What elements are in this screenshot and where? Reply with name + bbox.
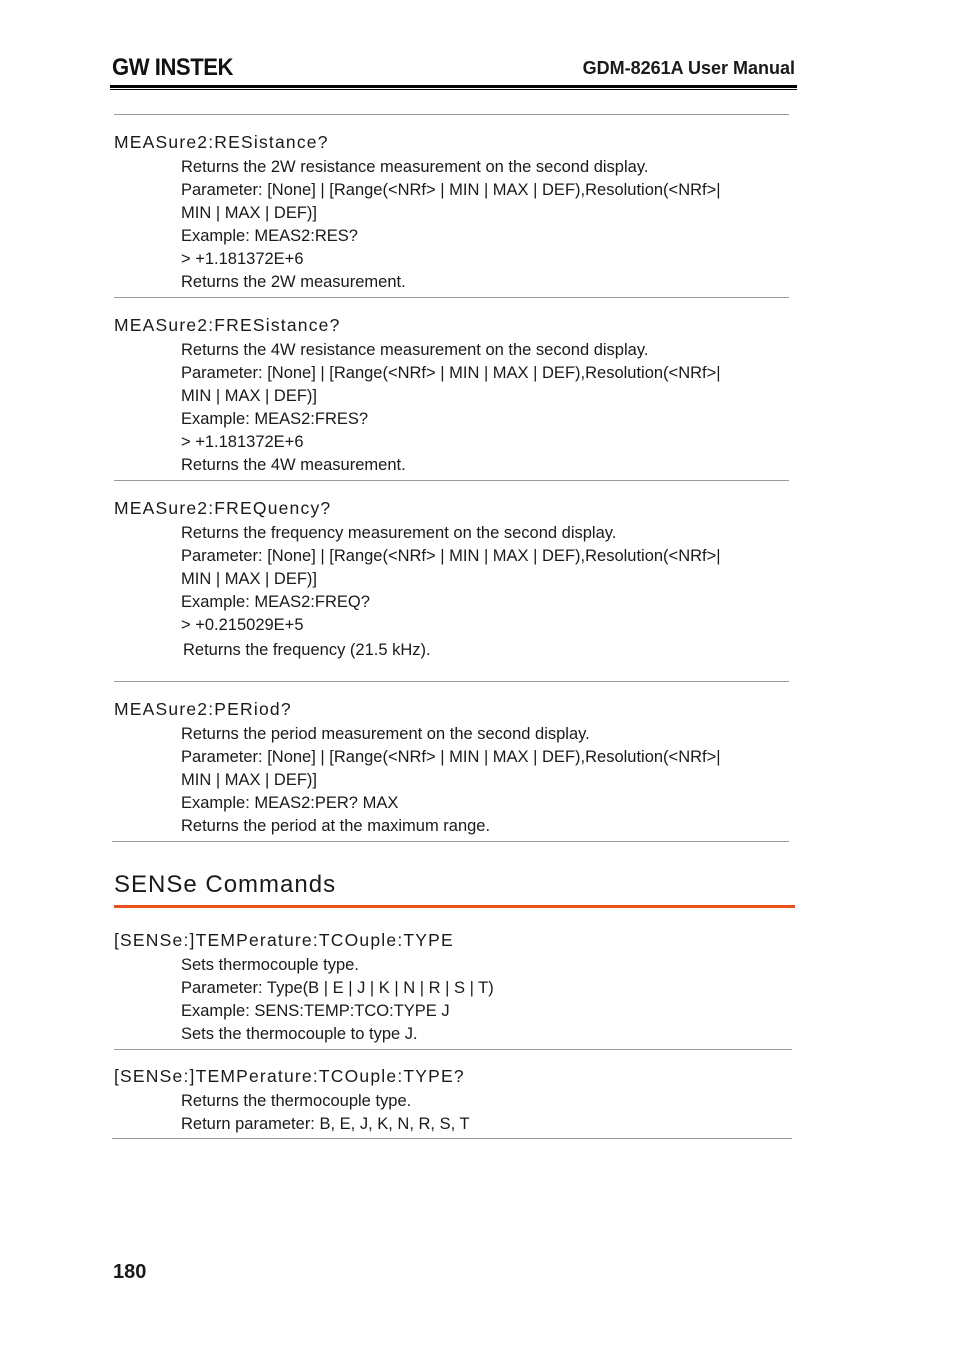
command-parameter-cont: MIN | MAX | DEF)] [181,387,317,405]
command-note: Sets the thermocouple to type J. [181,1025,418,1043]
command-example: Example: MEAS2:PER? MAX [181,794,399,812]
separator [114,1049,792,1050]
command-example: Example: MEAS2:RES? [181,227,358,245]
separator [112,841,789,842]
command-heading: MEASure2:RESistance? [114,132,329,152]
section-title: SENSe Commands [114,871,337,898]
command-description: Returns the thermocouple type. [181,1092,412,1110]
command-description: Sets thermocouple type. [181,956,359,974]
command-note: Returns the frequency (21.5 kHz). [183,641,431,659]
page-number: 180 [113,1261,147,1283]
separator [114,297,789,298]
command-description: Returns the period measurement on the second display. [181,725,590,743]
command-response: > +1.181372E+6 [181,250,304,268]
command-note: Returns the 2W measurement. [181,273,406,291]
header-rule [110,85,797,88]
command-parameter: Parameter: [None] | [Range(<NRf> | MIN | MAX | DEF),Resolution(<NRf>| [181,547,721,565]
command-heading: [SENSe:]TEMPerature:TCOuple:TYPE? [114,1066,465,1086]
separator [114,114,789,115]
command-parameter: Parameter: [None] | [Range(<NRf> | MIN | MAX | DEF),Resolution(<NRf>| [181,748,721,766]
command-response: > +0.215029E+5 [181,616,304,634]
separator [114,681,789,682]
command-example: Example: MEAS2:FREQ? [181,593,370,611]
manual-title: GDM-8261A User Manual [582,58,795,78]
command-return-parameter: Return parameter: B, E, J, K, N, R, S, T [181,1115,470,1133]
command-heading: MEASure2:FRESistance? [114,315,341,335]
command-description: Returns the 2W resistance measurement on the second display. [181,158,649,176]
command-note: Returns the 4W measurement. [181,456,406,474]
command-example: Example: SENS:TEMP:TCO:TYPE J [181,1002,450,1020]
command-parameter-cont: MIN | MAX | DEF)] [181,204,317,222]
command-heading: MEASure2:FREQuency? [114,498,332,518]
header-rule-thin [110,89,797,90]
command-parameter: Parameter: Type(B | E | J | K | N | R | S | T) [181,979,494,997]
command-heading: [SENSe:]TEMPerature:TCOuple:TYPE [114,930,454,950]
command-response: > +1.181372E+6 [181,433,304,451]
separator [112,1138,792,1139]
section-rule [114,905,795,908]
command-description: Returns the 4W resistance measurement on the second display. [181,341,649,359]
brand-logo: GW INSTEK [112,54,233,81]
command-parameter: Parameter: [None] | [Range(<NRf> | MIN | MAX | DEF),Resolution(<NRf>| [181,181,721,199]
command-parameter: Parameter: [None] | [Range(<NRf> | MIN | MAX | DEF),Resolution(<NRf>| [181,364,721,382]
command-parameter-cont: MIN | MAX | DEF)] [181,570,317,588]
separator [114,480,789,481]
command-note: Returns the period at the maximum range. [181,817,491,835]
command-heading: MEASure2:PERiod? [114,699,292,719]
command-description: Returns the frequency measurement on the second display. [181,524,617,542]
command-parameter-cont: MIN | MAX | DEF)] [181,771,317,789]
command-example: Example: MEAS2:FRES? [181,410,369,428]
